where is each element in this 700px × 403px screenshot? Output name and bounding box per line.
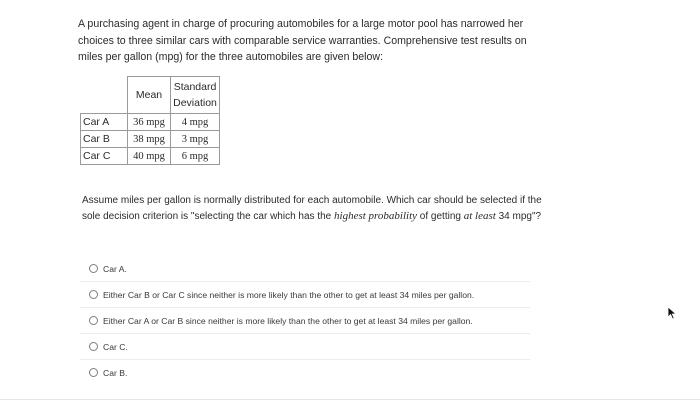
answer-option[interactable]	[80, 360, 530, 385]
radio-button[interactable]	[89, 290, 98, 299]
mouse-pointer-icon	[667, 306, 679, 320]
car-name-cell: Car A	[81, 114, 128, 131]
answer-option-label: Car A.	[103, 263, 127, 274]
table-row	[81, 148, 220, 165]
answer-option-label: Either Car A or Car B since neither is more likely than the other to get at least 34 miles per gallon.	[103, 315, 473, 326]
prompt-text-3: 34 mpg"?	[495, 210, 542, 222]
table-row	[81, 114, 220, 131]
mean-cell: 36 mpg	[128, 114, 171, 131]
answer-option-label: Car C.	[103, 341, 128, 352]
car-name-cell: Car C	[81, 148, 128, 165]
radio-button[interactable]	[89, 368, 98, 377]
sd-header	[171, 77, 220, 114]
mean-header: Mean	[128, 77, 171, 114]
radio-button[interactable]	[89, 342, 98, 351]
sd-cell: 4 mpg	[171, 114, 220, 131]
table-header-row	[81, 77, 220, 114]
answer-options	[80, 256, 530, 385]
prompt-text-2: of getting	[417, 210, 464, 222]
radio-button[interactable]	[89, 316, 98, 325]
car-name-cell: Car B	[81, 131, 128, 148]
answer-option[interactable]	[80, 282, 530, 308]
mpg-table	[80, 76, 220, 165]
prompt-math-1: highest probability	[334, 209, 418, 222]
sd-header-line1: Standard	[173, 81, 217, 93]
prompt-math-2: at least	[463, 209, 496, 222]
mean-cell: 40 mpg	[128, 148, 171, 165]
prompt-text-1: Assume miles per gallon is normally distributed for each automobile. Which car should be selected if the sole decision criterion is "selecting the car which has the	[82, 195, 542, 222]
question-intro: A purchasing agent in charge of procuring automobiles for a large motor pool has narrowed her choices to three similar cars with comparable service warranties. Comprehensive test results on miles per gallon (mpg) for the three automobiles are given below:	[78, 18, 527, 63]
answer-option[interactable]	[80, 334, 530, 360]
answer-option[interactable]	[80, 308, 530, 334]
table-row	[81, 131, 220, 148]
answer-option-label: Either Car B or Car C since neither is more likely than the other to get at least 34 miles per gallon.	[103, 289, 475, 300]
sd-cell: 6 mpg	[171, 148, 220, 165]
answer-option-label: Car B.	[103, 367, 128, 378]
radio-button[interactable]	[89, 264, 98, 273]
divider	[0, 399, 700, 400]
table-corner-cell	[81, 77, 128, 114]
sd-cell: 3 mpg	[171, 131, 220, 148]
mean-cell: 38 mpg	[128, 131, 171, 148]
answer-option[interactable]	[80, 256, 530, 282]
question-prompt	[82, 193, 542, 225]
sd-header-line2: Deviation	[173, 97, 217, 109]
